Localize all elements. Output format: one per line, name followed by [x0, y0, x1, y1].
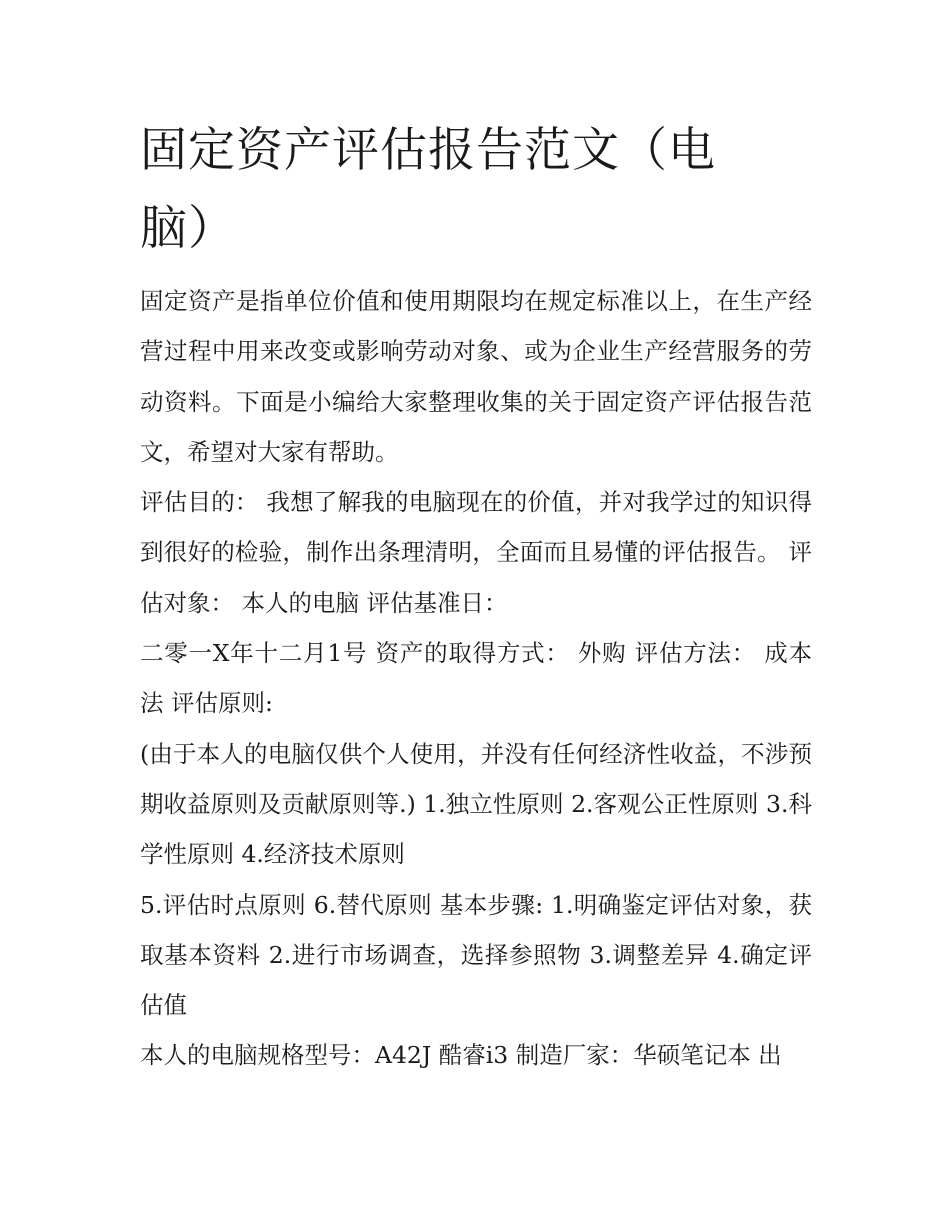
paragraph-purpose: 评估目的： 我想了解我的电脑现在的价值，并对我学过的知识得到很好的检验，制作出条理清明，全面而且易懂的评估报告。 评估对象： 本人的电脑 评估基准日： [140, 488, 812, 617]
paragraph-intro: 固定资产是指单位价值和使用期限均在规定标准以上，在生产经营过程中用来改变或影响劳动对象、或为企业生产经营服务的劳动资料。下面是小编给大家整理收集的关于固定资产评估报告范文，希望对大家有帮助。 [140, 287, 812, 466]
paragraph-date-method: 二零一X年十二月1号 资产的取得方式： 外购 评估方法： 成本法 评估原则: [140, 639, 812, 718]
paragraph-steps: 5.评估时点原则 6.替代原则 基本步骤: 1.明确鉴定评估对象，获取基本资料 2.进行市场调查，选择参照物 3.调整差异 4.确定评估值 [140, 890, 812, 1020]
document-body [140, 276, 812, 1081]
paragraph-principles: (由于本人的电脑仅供个人使用，并没有任何经济性收益，不涉预期收益原则及贡献原则等.) 1.独立性原则 2.客观公正性原则 3.科学性原则 4.经济技术原则 [140, 739, 812, 869]
document-title: 固定资产评估报告范文（电脑） [140, 123, 716, 256]
paragraph-specs: 本人的电脑规格型号：A42J 酷睿i3 制造厂家：华硕笔记本 出 [140, 1041, 782, 1070]
